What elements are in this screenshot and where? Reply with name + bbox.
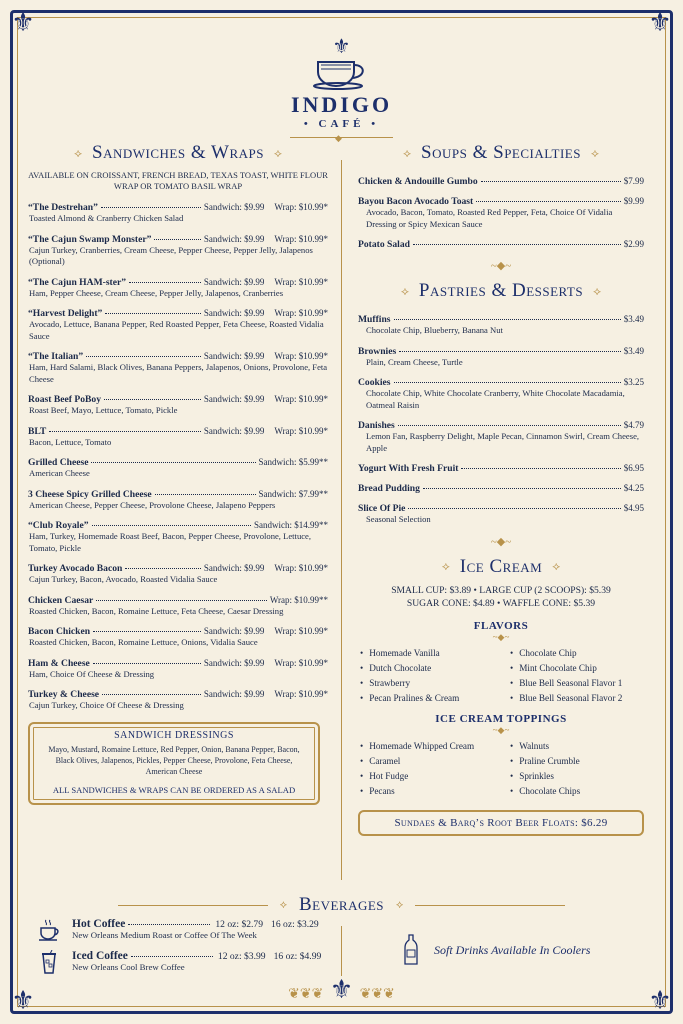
item-description: Lemon Fan, Raspberry Delight, Maple Pecan, Cinnamon Swirl, Cream Cheese, Apple xyxy=(366,431,640,453)
item-description: Toasted Almond & Cranberry Chicken Salad xyxy=(29,213,184,223)
item-name: Bread Pudding xyxy=(358,483,420,494)
item-description: Cajun Turkey, Bacon, Avocado, Roasted Vidalia Sauce xyxy=(29,574,218,584)
item-line xyxy=(28,394,328,405)
flavor-item: • Pecan Pralines & Cream xyxy=(360,693,510,703)
sandwich-price: Sandwich: $9.99 xyxy=(203,425,265,436)
hot-coffee-icon xyxy=(38,918,60,942)
item-line xyxy=(28,595,328,606)
ornament-divider: ~◆~ xyxy=(490,535,512,548)
dot-leader xyxy=(104,399,201,400)
item-line xyxy=(28,351,328,362)
section-title: Pastries & Desserts xyxy=(418,280,584,301)
item-line xyxy=(28,658,328,669)
item-description: Roasted Chicken, Bacon, Romaine Lettuce, Feta Cheese, Caesar Dressing xyxy=(29,605,284,616)
dot-leader xyxy=(399,351,621,352)
ornament-icon: ⟡ xyxy=(74,145,83,160)
corner-fleur-icon: ⚜ xyxy=(11,8,35,37)
ornament-icon: ⟡ xyxy=(400,283,409,298)
sandwich-price: Sandwich: $9.99 xyxy=(203,394,265,404)
item-name: Hot Coffee xyxy=(72,918,126,930)
dressings-title: SANDWICH DRESSINGS xyxy=(114,729,234,741)
topping-item: • Chocolate Chips xyxy=(510,786,640,796)
corner-fleur-icon: ⚜ xyxy=(648,986,672,1015)
sandwich-price: Sandwich: $9.99 xyxy=(203,202,265,212)
item-name: Brownies xyxy=(358,345,397,357)
item-description: New Orleans Medium Roast or Coffee Of The Week xyxy=(72,930,257,940)
soft-drinks xyxy=(404,934,590,966)
item-name: BLT xyxy=(28,425,47,437)
sandwiches-section xyxy=(28,142,328,805)
item-description: Ham, Hard Salami, Black Olives, Banana Peppers, Jalapenos, Onions, Provolone, Feta Cheese xyxy=(29,362,328,384)
corner-fleur-icon: ⚜ xyxy=(11,986,35,1015)
sandwich-price: Sandwich: $9.99 xyxy=(203,276,265,287)
list-item xyxy=(358,420,644,454)
wrap-price: Wrap: $10.99* xyxy=(274,233,328,244)
sandwich-price: Sandwich: $9.99 xyxy=(203,657,265,668)
flavor-list xyxy=(358,648,644,703)
item-line xyxy=(358,503,644,514)
dot-leader xyxy=(476,201,621,202)
item-name: Chicken Caesar xyxy=(28,594,94,606)
item-line xyxy=(28,457,328,468)
dot-leader xyxy=(93,631,201,632)
list-item xyxy=(28,426,328,449)
ornament-icon: ⟡ xyxy=(279,898,287,911)
dot-leader xyxy=(91,462,255,463)
ice-cream-prices xyxy=(358,584,644,610)
bottom-ornament: ❦❦❦ ⚜ ❦❦❦ xyxy=(288,975,395,1004)
item-description: Avocado, Lettuce, Banana Pepper, Red Roasted Pepper, Feta Cheese, Roasted Vidalia Sauce xyxy=(29,319,324,341)
section-title: Sandwiches & Wraps xyxy=(92,142,264,163)
sandwich-price: Sandwich: $5.99** xyxy=(258,457,328,467)
item-description: Chocolate Chip, Blueberry, Banana Nut xyxy=(366,325,503,335)
item-name: Bayou Bacon Avocado Toast xyxy=(358,196,474,207)
item-description: Ham, Pepper Cheese, Cream Cheese, Pepper Jelly, Jalapenos, Cranberries xyxy=(29,287,284,298)
sandwich-price: Sandwich: $9.99 xyxy=(203,689,265,699)
topping-item: • Praline Crumble xyxy=(510,756,640,766)
sandwich-price: Sandwich: $9.99 xyxy=(203,351,265,361)
coffee-cup-icon xyxy=(312,56,372,90)
soft-drinks-note: Soft Drinks Available In Coolers xyxy=(434,942,591,957)
column-divider xyxy=(341,160,342,880)
item-name: Iced Coffee xyxy=(72,950,128,962)
cone-prices: SUGAR CONE: $4.89 • WAFFLE CONE: $5.39 xyxy=(406,597,596,609)
item-price: $3.49 xyxy=(623,345,644,356)
section-title: Ice Cream xyxy=(459,555,543,577)
item-line xyxy=(28,520,328,531)
item-line xyxy=(358,377,644,388)
list-item xyxy=(358,196,644,230)
flavor-item: • Dutch Chocolate xyxy=(360,663,510,673)
list-item xyxy=(28,563,328,586)
item-line xyxy=(358,420,644,431)
list-item xyxy=(358,463,644,474)
item-name: Ham & Cheese xyxy=(28,657,90,669)
coffee-list xyxy=(38,918,328,982)
item-price: $2.99 xyxy=(623,239,644,249)
beverages-header xyxy=(0,894,683,916)
list-item xyxy=(358,346,644,369)
item-name: “Club Royale” xyxy=(28,520,89,531)
item-price: $4.95 xyxy=(623,503,644,513)
list-item xyxy=(28,457,328,480)
price-16oz: 16 oz: $4.99 xyxy=(273,951,322,962)
ornament-icon: ~◆~ xyxy=(492,631,510,642)
item-name: 3 Cheese Spicy Grilled Cheese xyxy=(28,488,152,500)
sandwich-price: Sandwich: $7.99** xyxy=(258,488,328,499)
item-line xyxy=(358,239,644,250)
sandwich-price: Sandwich: $9.99 xyxy=(203,233,265,244)
header-rule xyxy=(415,905,565,906)
ornament-icon: ⟡ xyxy=(273,145,282,160)
item-price: $6.95 xyxy=(623,463,644,473)
soups-list xyxy=(358,176,644,250)
ornament-icon: ⟡ xyxy=(403,145,412,160)
item-description: American Cheese xyxy=(29,468,90,478)
beverage-divider xyxy=(341,926,342,976)
dot-leader xyxy=(101,207,201,208)
item-price: $4.79 xyxy=(623,420,644,430)
item-line xyxy=(28,489,328,500)
item-description: Cajun Turkey, Cranberries, Cream Cheese, Pepper Cheese, Pepper Jelly, Jalapenos (Optional) xyxy=(29,244,313,266)
ornament-icon: ⟡ xyxy=(396,898,404,911)
dot-leader xyxy=(394,319,621,320)
right-column xyxy=(358,142,644,836)
dressings-box xyxy=(28,722,320,805)
wrap-price: Wrap: $10.99* xyxy=(274,563,328,573)
sandwich-price: Sandwich: $14.99** xyxy=(254,520,328,530)
wrap-price: Wrap: $10.99* xyxy=(274,626,328,636)
item-line xyxy=(358,346,644,357)
item-line xyxy=(28,626,328,637)
item-description: Avocado, Bacon, Tomato, Roasted Red Pepper, Feta, Choice Of Vidalia Dressing or Spicy Mexican Sauce xyxy=(366,207,613,229)
list-item xyxy=(28,351,328,385)
list-item xyxy=(28,689,328,712)
wrap-price: Wrap: $10.99* xyxy=(274,308,328,318)
list-item xyxy=(358,314,644,337)
item-description: Bacon, Lettuce, Tomato xyxy=(29,436,112,447)
dot-leader xyxy=(394,382,621,383)
bread-availability: AVAILABLE ON CROISSANT, FRENCH BREAD, TEXAS TOAST, WHITE FLOUR WRAP OR TOMATO BASIL WRAP xyxy=(28,170,328,191)
item-price: $3.49 xyxy=(623,314,644,324)
dot-leader xyxy=(413,244,621,245)
dot-leader xyxy=(49,431,201,432)
item-description: Chocolate Chip, White Chocolate Cranberry, White Chocolate Macadamia, Oatmeal Raisin xyxy=(366,388,625,410)
ornament-icon: ~◆~ xyxy=(492,724,510,735)
topping-item: • Homemade Whipped Cream xyxy=(360,741,510,751)
item-line xyxy=(28,563,328,574)
dot-leader xyxy=(96,600,267,601)
list-item xyxy=(358,503,644,526)
dot-leader xyxy=(93,663,201,664)
fleur-de-lis-icon: ⚜ xyxy=(332,36,351,58)
dot-leader xyxy=(105,313,201,314)
header-rule xyxy=(118,905,268,906)
list-item xyxy=(38,918,328,942)
item-name: “The Cajun Swamp Monster” xyxy=(28,233,152,245)
list-item xyxy=(28,277,328,300)
item-line xyxy=(358,314,644,325)
dot-leader xyxy=(461,468,620,469)
topping-item: • Hot Fudge xyxy=(360,771,510,781)
cup-prices: SMALL CUP: $3.89 • LARGE CUP (2 SCOOPS): $5.39 xyxy=(391,584,611,596)
ornament-icon: ⟡ xyxy=(441,559,450,573)
dot-leader xyxy=(125,568,201,569)
cafe-logo xyxy=(0,38,683,130)
list-item xyxy=(28,489,328,512)
item-line xyxy=(28,426,328,437)
topping-item: • Walnuts xyxy=(510,741,640,751)
cafe-subname: • CAFÉ • xyxy=(303,118,380,130)
item-price: $7.99 xyxy=(623,176,644,186)
flavor-item: • Blue Bell Seasonal Flavor 1 xyxy=(510,678,640,688)
list-item xyxy=(28,394,328,417)
laurel-icon: ❦❦❦ xyxy=(359,987,395,1002)
ornament-icon: ⟡ xyxy=(590,145,599,160)
diamond-ornament-icon: ◆ xyxy=(335,133,342,143)
topping-list xyxy=(358,741,644,796)
toppings-title: ICE CREAM TOPPINGS xyxy=(435,712,567,725)
item-name: Roast Beef PoBoy xyxy=(28,394,102,405)
sundae-float-box: Sundaes & Barq’s Root Beer Floats: $6.29 xyxy=(358,810,644,836)
section-title: Soups & Specialties xyxy=(421,142,581,163)
item-description: New Orleans Cool Brew Coffee xyxy=(72,962,185,972)
item-line xyxy=(28,234,328,245)
list-item xyxy=(28,658,328,681)
dot-leader xyxy=(423,488,621,489)
sandwich-price: Sandwich: $9.99 xyxy=(203,308,265,318)
item-description: Roast Beef, Mayo, Lettuce, Tomato, Pickle xyxy=(29,405,178,415)
flavor-item: • Homemade Vanilla xyxy=(360,648,510,658)
dot-leader xyxy=(86,356,201,357)
price-12oz: 12 oz: $2.79 xyxy=(215,919,264,930)
flavor-item: • Blue Bell Seasonal Flavor 2 xyxy=(510,693,640,703)
ornament-icon: ⟡ xyxy=(552,559,561,573)
item-line xyxy=(28,277,328,288)
dot-leader xyxy=(481,181,621,182)
corner-fleur-icon: ⚜ xyxy=(648,8,672,37)
item-description: Plain, Cream Cheese, Turtle xyxy=(366,356,463,367)
item-name: Potato Salad xyxy=(358,239,410,250)
pastries-list xyxy=(358,314,644,526)
dressings-list: Mayo, Mustard, Romaine Lettuce, Red Pepper, Onion, Banana Pepper, Bacon, Black Olives, Jalapenos, Pickles, Pepper Cheese, Provolone, Feta Cheese, American Cheese xyxy=(48,744,300,776)
topping-item: • Pecans xyxy=(360,786,510,796)
dot-leader xyxy=(92,525,252,526)
topping-item: • Caramel xyxy=(360,756,510,766)
soda-bottle-icon xyxy=(404,934,418,966)
item-price: $4.25 xyxy=(623,483,644,493)
flavor-item: • Strawberry xyxy=(360,678,510,688)
dot-leader xyxy=(129,282,201,283)
list-item xyxy=(28,234,328,268)
dot-leader xyxy=(131,956,213,957)
list-item xyxy=(358,377,644,411)
ornament-divider: ~◆~ xyxy=(490,260,512,272)
dot-leader xyxy=(128,924,210,925)
dot-leader xyxy=(398,425,621,426)
item-name: “Harvest Delight” xyxy=(28,308,103,319)
list-item xyxy=(358,239,644,250)
sandwich-list xyxy=(28,202,328,712)
item-name: “The Destrehan” xyxy=(28,202,98,213)
dot-leader xyxy=(408,508,620,509)
item-line xyxy=(28,689,328,700)
item-name: Turkey & Cheese xyxy=(28,689,100,700)
item-name: Chicken & Andouille Gumbo xyxy=(358,176,478,187)
item-line xyxy=(358,483,644,494)
price-16oz: 16 oz: $3.29 xyxy=(271,919,319,930)
item-name: Bacon Chicken xyxy=(28,626,91,637)
wrap-price: Wrap: $10.99* xyxy=(274,276,328,287)
list-item xyxy=(38,950,328,974)
item-line xyxy=(358,176,644,187)
item-description: American Cheese, Pepper Cheese, Provolone Cheese, Jalapeno Peppers xyxy=(29,499,276,510)
item-name: Danishes xyxy=(358,420,395,431)
list-item xyxy=(28,520,328,554)
item-name: Turkey Avocado Bacon xyxy=(28,563,123,574)
cafe-name: INDIGO xyxy=(290,92,393,117)
item-name: Cookies xyxy=(358,377,391,388)
item-line xyxy=(28,308,328,319)
flavors-title: FLAVORS xyxy=(473,619,529,632)
ornament-icon: ⟡ xyxy=(593,283,602,298)
price-12oz: 12 oz: $3.99 xyxy=(217,951,266,962)
item-description: Cajun Turkey, Choice Of Cheese & Dressing xyxy=(29,700,184,710)
dot-leader xyxy=(102,694,201,695)
wrap-price: Wrap: $10.99* xyxy=(274,351,328,361)
item-line xyxy=(358,463,644,474)
wrap-price: Wrap: $10.99* xyxy=(274,394,328,404)
item-description: Ham, Choice Of Cheese & Dressing xyxy=(29,668,155,679)
sandwich-price: Sandwich: $9.99 xyxy=(203,626,265,636)
item-description: Roasted Chicken, Bacon, Romaine Lettuce, Onions, Vidalia Sauce xyxy=(29,637,258,647)
iced-coffee-icon xyxy=(38,950,60,974)
item-name: “The Italian” xyxy=(28,351,84,362)
dot-leader xyxy=(155,494,256,495)
item-name: “The Cajun HAM-ster” xyxy=(28,276,127,288)
list-item xyxy=(358,176,644,187)
flavor-item: • Mint Chocolate Chip xyxy=(510,663,640,673)
sandwich-price: Sandwich: $9.99 xyxy=(203,563,265,573)
wrap-price: Wrap: $10.99* xyxy=(274,425,328,436)
item-name: Grilled Cheese xyxy=(28,457,89,468)
item-line xyxy=(358,196,644,207)
wrap-price: Wrap: $10.99* xyxy=(274,657,328,668)
list-item xyxy=(28,626,328,649)
item-description: Seasonal Selection xyxy=(366,514,431,524)
list-item xyxy=(28,595,328,618)
item-line xyxy=(28,202,328,213)
list-item xyxy=(358,483,644,494)
wrap-price: Wrap: $10.99* xyxy=(274,202,328,212)
flavor-item: • Chocolate Chip xyxy=(510,648,640,658)
item-name: Slice Of Pie xyxy=(358,503,406,514)
salad-note: ALL SANDWICHES & WRAPS CAN BE ORDERED AS A SALAD xyxy=(52,784,296,795)
list-item xyxy=(28,202,328,225)
wrap-price: Wrap: $10.99* xyxy=(274,689,328,699)
item-description: Ham, Turkey, Homemade Roast Beef, Bacon, Pepper Cheese, Provolone, Lettuce, Tomato, Pickle xyxy=(29,531,312,553)
laurel-icon: ❦❦❦ xyxy=(288,987,324,1002)
dot-leader xyxy=(154,239,200,240)
section-title: Beverages xyxy=(298,894,385,915)
list-item xyxy=(28,308,328,342)
item-price: $9.99 xyxy=(623,196,644,206)
item-name: Muffins xyxy=(358,314,391,325)
sandwich-price: Wrap: $10.99** xyxy=(269,594,328,605)
item-price: $3.25 xyxy=(623,377,644,387)
topping-item: • Sprinkles xyxy=(510,771,640,781)
item-name: Yogurt With Fresh Fruit xyxy=(358,463,459,474)
